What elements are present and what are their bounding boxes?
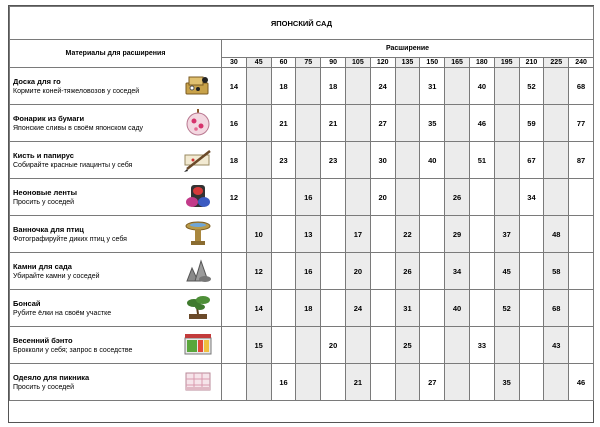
value-cell <box>271 327 296 364</box>
material-name-cell <box>10 68 176 105</box>
value-cell: 20 <box>345 253 370 290</box>
value-cell <box>469 179 494 216</box>
value-cell <box>321 290 346 327</box>
level-header: 195 <box>494 58 519 68</box>
value-cell <box>445 327 470 364</box>
value-cell: 46 <box>469 105 494 142</box>
value-cell <box>370 290 395 327</box>
value-cell <box>420 253 445 290</box>
material-image-cell <box>176 105 222 142</box>
value-cell <box>445 105 470 142</box>
material-description: Японские сливы в своём японском саду <box>13 124 144 132</box>
table-row <box>10 290 594 327</box>
value-cell <box>420 179 445 216</box>
neon-ribbons-icon <box>183 205 213 212</box>
material-description: Фотографируйте диких птиц у себя <box>13 235 127 243</box>
value-cell: 67 <box>519 142 544 179</box>
table-row <box>10 327 594 364</box>
material-name: Кисть и папирус <box>13 150 74 160</box>
value-cell: 27 <box>370 105 395 142</box>
value-cell: 16 <box>271 364 296 401</box>
value-cell <box>296 105 321 142</box>
value-cell: 10 <box>246 216 271 253</box>
value-cell: 34 <box>519 179 544 216</box>
material-name: Доска для го <box>13 76 61 86</box>
value-cell: 27 <box>420 364 445 401</box>
go-board-icon <box>183 94 213 101</box>
value-cell <box>296 327 321 364</box>
bird-bath-icon <box>183 242 213 249</box>
material-image-cell <box>176 327 222 364</box>
material-description: Собирайте красные гиацинты у себя <box>13 161 133 169</box>
value-cell: 18 <box>296 290 321 327</box>
value-cell: 35 <box>494 364 519 401</box>
value-cell <box>321 216 346 253</box>
material-image-cell <box>176 142 222 179</box>
value-cell <box>544 364 569 401</box>
value-cell <box>246 105 271 142</box>
value-cell <box>222 216 247 253</box>
picnic-blanket-icon <box>183 390 213 397</box>
value-cell <box>544 68 569 105</box>
level-header: 60 <box>271 58 296 68</box>
expansion-table <box>9 6 594 401</box>
value-cell <box>420 327 445 364</box>
material-image-cell <box>176 179 222 216</box>
value-cell: 12 <box>246 253 271 290</box>
value-cell: 51 <box>469 142 494 179</box>
value-cell <box>519 290 544 327</box>
value-cell: 20 <box>370 179 395 216</box>
material-image-cell <box>176 253 222 290</box>
value-cell <box>271 179 296 216</box>
material-description: Рубите ёлки на своём участке <box>13 309 112 317</box>
value-cell <box>321 364 346 401</box>
materials-header: Материалы для расширения <box>10 40 222 68</box>
value-cell: 33 <box>469 327 494 364</box>
material-name-cell <box>10 253 176 290</box>
material-name: Ванночка для птиц <box>13 224 84 234</box>
value-cell: 17 <box>345 216 370 253</box>
value-cell: 77 <box>569 105 594 142</box>
value-cell: 87 <box>569 142 594 179</box>
value-cell: 29 <box>445 216 470 253</box>
material-name: Весенний бэнто <box>13 335 73 345</box>
material-description: Просить у соседей <box>13 383 75 391</box>
value-cell <box>246 142 271 179</box>
value-cell <box>395 364 420 401</box>
material-description: Убирайте камни у соседей <box>13 272 100 280</box>
value-cell <box>222 364 247 401</box>
value-cell <box>246 364 271 401</box>
value-cell: 52 <box>519 68 544 105</box>
value-cell: 26 <box>445 179 470 216</box>
value-cell <box>246 68 271 105</box>
level-header: 135 <box>395 58 420 68</box>
value-cell <box>420 216 445 253</box>
value-cell: 52 <box>494 290 519 327</box>
value-cell: 23 <box>271 142 296 179</box>
material-image-cell <box>176 290 222 327</box>
value-cell <box>469 216 494 253</box>
value-cell <box>370 253 395 290</box>
value-cell <box>494 142 519 179</box>
value-cell <box>519 253 544 290</box>
table-row <box>10 105 594 142</box>
table-row <box>10 179 594 216</box>
material-name: Камни для сада <box>13 261 72 271</box>
value-cell <box>519 364 544 401</box>
level-header: 165 <box>445 58 470 68</box>
level-header: 30 <box>222 58 247 68</box>
value-cell: 34 <box>445 253 470 290</box>
value-cell <box>469 253 494 290</box>
value-cell: 40 <box>420 142 445 179</box>
value-cell <box>345 142 370 179</box>
value-cell: 43 <box>544 327 569 364</box>
value-cell: 24 <box>345 290 370 327</box>
value-cell: 15 <box>246 327 271 364</box>
value-cell <box>271 216 296 253</box>
value-cell <box>469 290 494 327</box>
value-cell <box>395 142 420 179</box>
level-header: 75 <box>296 58 321 68</box>
material-name-cell <box>10 290 176 327</box>
value-cell: 16 <box>222 105 247 142</box>
value-cell <box>222 253 247 290</box>
material-name: Фонарик из бумаги <box>13 113 85 123</box>
value-cell <box>469 364 494 401</box>
value-cell <box>222 290 247 327</box>
value-cell: 13 <box>296 216 321 253</box>
value-cell <box>395 68 420 105</box>
table-row <box>10 68 594 105</box>
material-description: Брокколи у себя; запрос в соседстве <box>13 346 133 354</box>
value-cell: 14 <box>246 290 271 327</box>
table-row <box>10 364 594 401</box>
material-name-cell <box>10 142 176 179</box>
level-header: 225 <box>544 58 569 68</box>
value-cell: 30 <box>370 142 395 179</box>
value-cell: 24 <box>370 68 395 105</box>
value-cell <box>494 179 519 216</box>
value-cell: 21 <box>345 364 370 401</box>
value-cell: 31 <box>420 68 445 105</box>
material-name-cell <box>10 179 176 216</box>
value-cell <box>296 364 321 401</box>
value-cell: 59 <box>519 105 544 142</box>
value-cell: 21 <box>271 105 296 142</box>
material-name-cell <box>10 327 176 364</box>
value-cell: 46 <box>569 364 594 401</box>
value-cell <box>246 179 271 216</box>
value-cell: 21 <box>321 105 346 142</box>
value-cell <box>544 142 569 179</box>
value-cell: 25 <box>395 327 420 364</box>
value-cell: 40 <box>445 290 470 327</box>
material-image-cell <box>176 216 222 253</box>
table-row <box>10 142 594 179</box>
value-cell: 48 <box>544 216 569 253</box>
level-header: 240 <box>569 58 594 68</box>
value-cell: 68 <box>544 290 569 327</box>
bento-box-icon <box>183 353 213 360</box>
table-row <box>10 216 594 253</box>
value-cell: 18 <box>271 68 296 105</box>
value-cell: 35 <box>420 105 445 142</box>
level-header: 45 <box>246 58 271 68</box>
value-cell: 68 <box>569 68 594 105</box>
value-cell: 26 <box>395 253 420 290</box>
value-cell: 31 <box>395 290 420 327</box>
brush-papyrus-icon <box>183 168 213 175</box>
value-cell <box>321 179 346 216</box>
value-cell <box>296 68 321 105</box>
value-cell <box>544 179 569 216</box>
value-cell <box>395 179 420 216</box>
value-cell <box>569 179 594 216</box>
material-description: Кормите коней-тяжеловозов у соседей <box>13 87 140 95</box>
value-cell: 40 <box>469 68 494 105</box>
value-cell <box>296 142 321 179</box>
value-cell <box>544 105 569 142</box>
expansion-header: Расширение <box>222 40 594 58</box>
value-cell <box>370 364 395 401</box>
material-description: Просить у соседей <box>13 198 75 206</box>
value-cell: 14 <box>222 68 247 105</box>
value-cell <box>395 105 420 142</box>
value-cell <box>271 253 296 290</box>
value-cell <box>494 68 519 105</box>
material-name: Одеяло для пикника <box>13 372 90 382</box>
level-header: 150 <box>420 58 445 68</box>
value-cell: 22 <box>395 216 420 253</box>
paper-lantern-icon <box>183 131 213 138</box>
table-row <box>10 253 594 290</box>
value-cell: 18 <box>222 142 247 179</box>
value-cell: 45 <box>494 253 519 290</box>
material-image-cell <box>176 364 222 401</box>
material-name: Бонсай <box>13 298 41 308</box>
value-cell: 58 <box>544 253 569 290</box>
value-cell <box>345 179 370 216</box>
value-cell <box>445 68 470 105</box>
value-cell: 16 <box>296 179 321 216</box>
value-cell <box>569 216 594 253</box>
value-cell <box>345 327 370 364</box>
value-cell <box>519 216 544 253</box>
value-cell: 23 <box>321 142 346 179</box>
material-image-cell <box>176 68 222 105</box>
garden-stones-icon <box>183 279 213 286</box>
value-cell: 12 <box>222 179 247 216</box>
value-cell <box>370 327 395 364</box>
value-cell <box>494 327 519 364</box>
value-cell: 16 <box>296 253 321 290</box>
material-name-cell <box>10 105 176 142</box>
value-cell: 18 <box>321 68 346 105</box>
value-cell: 20 <box>321 327 346 364</box>
value-cell <box>494 105 519 142</box>
value-cell: 37 <box>494 216 519 253</box>
value-cell <box>271 290 296 327</box>
value-cell <box>519 327 544 364</box>
table-title: ЯПОНСКИЙ САД <box>10 7 594 40</box>
value-cell <box>345 68 370 105</box>
value-cell <box>569 327 594 364</box>
value-cell <box>445 364 470 401</box>
value-cell <box>445 142 470 179</box>
value-cell <box>345 105 370 142</box>
value-cell <box>569 290 594 327</box>
bonsai-icon <box>183 316 213 323</box>
level-header: 120 <box>370 58 395 68</box>
level-header: 210 <box>519 58 544 68</box>
material-name: Неоновые ленты <box>13 187 77 197</box>
material-name-cell <box>10 216 176 253</box>
value-cell <box>222 327 247 364</box>
value-cell <box>420 290 445 327</box>
expansion-table-frame <box>8 5 594 423</box>
level-header: 180 <box>469 58 494 68</box>
level-header: 105 <box>345 58 370 68</box>
value-cell <box>321 253 346 290</box>
value-cell <box>569 253 594 290</box>
value-cell <box>370 216 395 253</box>
material-name-cell <box>10 364 176 401</box>
level-header: 90 <box>321 58 346 68</box>
